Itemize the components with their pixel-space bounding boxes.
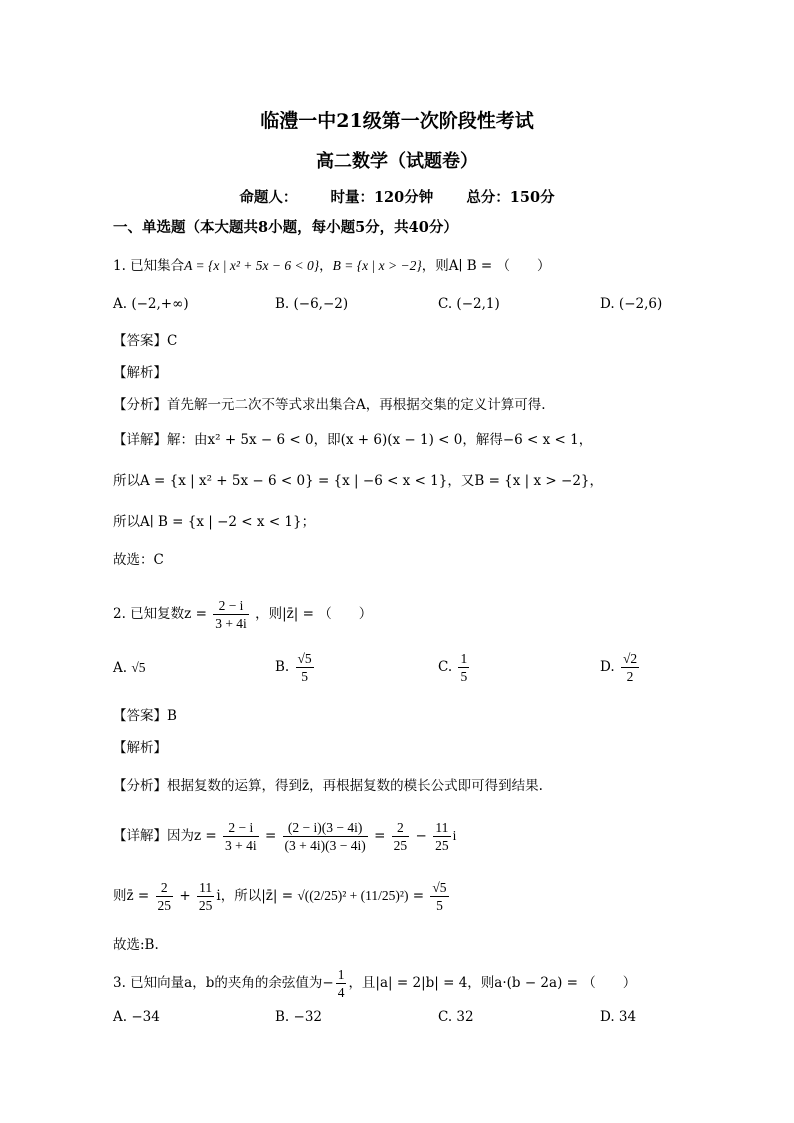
q1-option-c: C. (−2,1) [438,296,500,312]
exam-meta [0,186,794,207]
q2-answer: 【答案】B [113,708,177,724]
score-label: 总分：150分 [466,189,555,206]
q1-option-b: B. (−6,−2) [275,296,349,312]
q2-stem-text: 2. 已知复数z = [113,606,207,622]
q2-option-a: A. √5 [113,660,146,676]
q2-analysis: 【分析】根据复数的运算，得到z̄，再根据复数的模长公式即可得到结果. [113,778,543,794]
q1-set-a: A = {x | x² + 5x − 6 < 0} [184,258,320,273]
q2-jiexi: 【解析】 [113,740,167,756]
q3-option-a: A. −34 [113,1009,160,1025]
q1-answer: 【答案】C [113,333,178,349]
author-label: 命题人： [239,189,298,206]
q1-option-d: D. (−2,6) [600,296,663,312]
q1-detail-1: 【详解】解：由x² + 5x − 6 < 0，即(x + 6)(x − 1) < 0，解得−6 < x < 1， [113,432,593,448]
q1-set-b: B = {x | x > −2} [332,258,422,273]
q3-option-c: C. 32 [438,1009,474,1025]
q1-stem [113,256,551,276]
q2-fraction: $\frac{2 - i}{3 + 4i}$ [215,598,247,631]
q1-tail: ，则A∣ B = （ ） [421,258,551,274]
q2-root-expr: √((2/25)² + (11/25)²) [297,888,409,903]
q2-final: 故选:B. [113,937,159,953]
q2-stem [113,597,372,632]
q1-sep: ， [319,258,333,274]
q2-detail-1: 【详解】因为z = $\frac{2 - i}{3 + 4i}$ = $\frac{(2 - i)(3 - 4i)}{(3 + 4i)(3 - 4i)}$ = $\frac{2}{25}$ − $\frac{11}{25}$ i [113,820,457,853]
q2-tail: ，则|z̄| = （ ） [255,606,373,622]
q1-analysis: 【分析】首先解一元二次不等式求出集合A，再根据交集的定义计算可得. [113,397,546,413]
q3-stem: 3. 已知向量a，b的夹角的余弦值为− $\frac{1}{4}$ ，且|a| = 2|b| = 4，则a·(b − 2a) = （ ） [113,967,637,1000]
q1-final: 故选：C [113,552,164,568]
time-label: 时量：120分钟 [330,189,434,206]
q1-detail-2: 所以A = {x | x² + 5x − 6 < 0} = {x | −6 < x < 1}，又B = {x | x > −2}， [113,473,604,489]
q2-option-d: D. $\frac{√2}{2}$ [600,651,638,684]
q2-option-b: B. $\frac{√5}{5}$ [275,651,312,684]
q3-option-b: B. −32 [275,1009,322,1025]
q1-detail-3: 所以A∣ B = {x | −2 < x < 1}； [113,514,316,530]
q2-detail-2: 则z̄ = $\frac{2}{25}$ + $\frac{11}{25}$ i，所以|z̄| = √((2/25)² + (11/25)²) = $\frac{√5}{5}$ [113,880,447,913]
q1-jiexi: 【解析】 [113,365,167,381]
exam-subtitle: 高二数学（试题卷） [316,151,478,172]
q1-option-a: A. (−2,+∞) [113,296,189,312]
q1-stem-text: 1. 已知集合 [113,258,185,274]
exam-title: 临澧一中21级第一次阶段性考试 [260,110,534,132]
section-heading: 一、单选题（本大题共8小题，每小题5分，共40分） [113,219,458,236]
q2-option-c: C. $\frac{1}{5}$ [438,651,468,684]
q3-option-d: D. 34 [600,1009,637,1025]
